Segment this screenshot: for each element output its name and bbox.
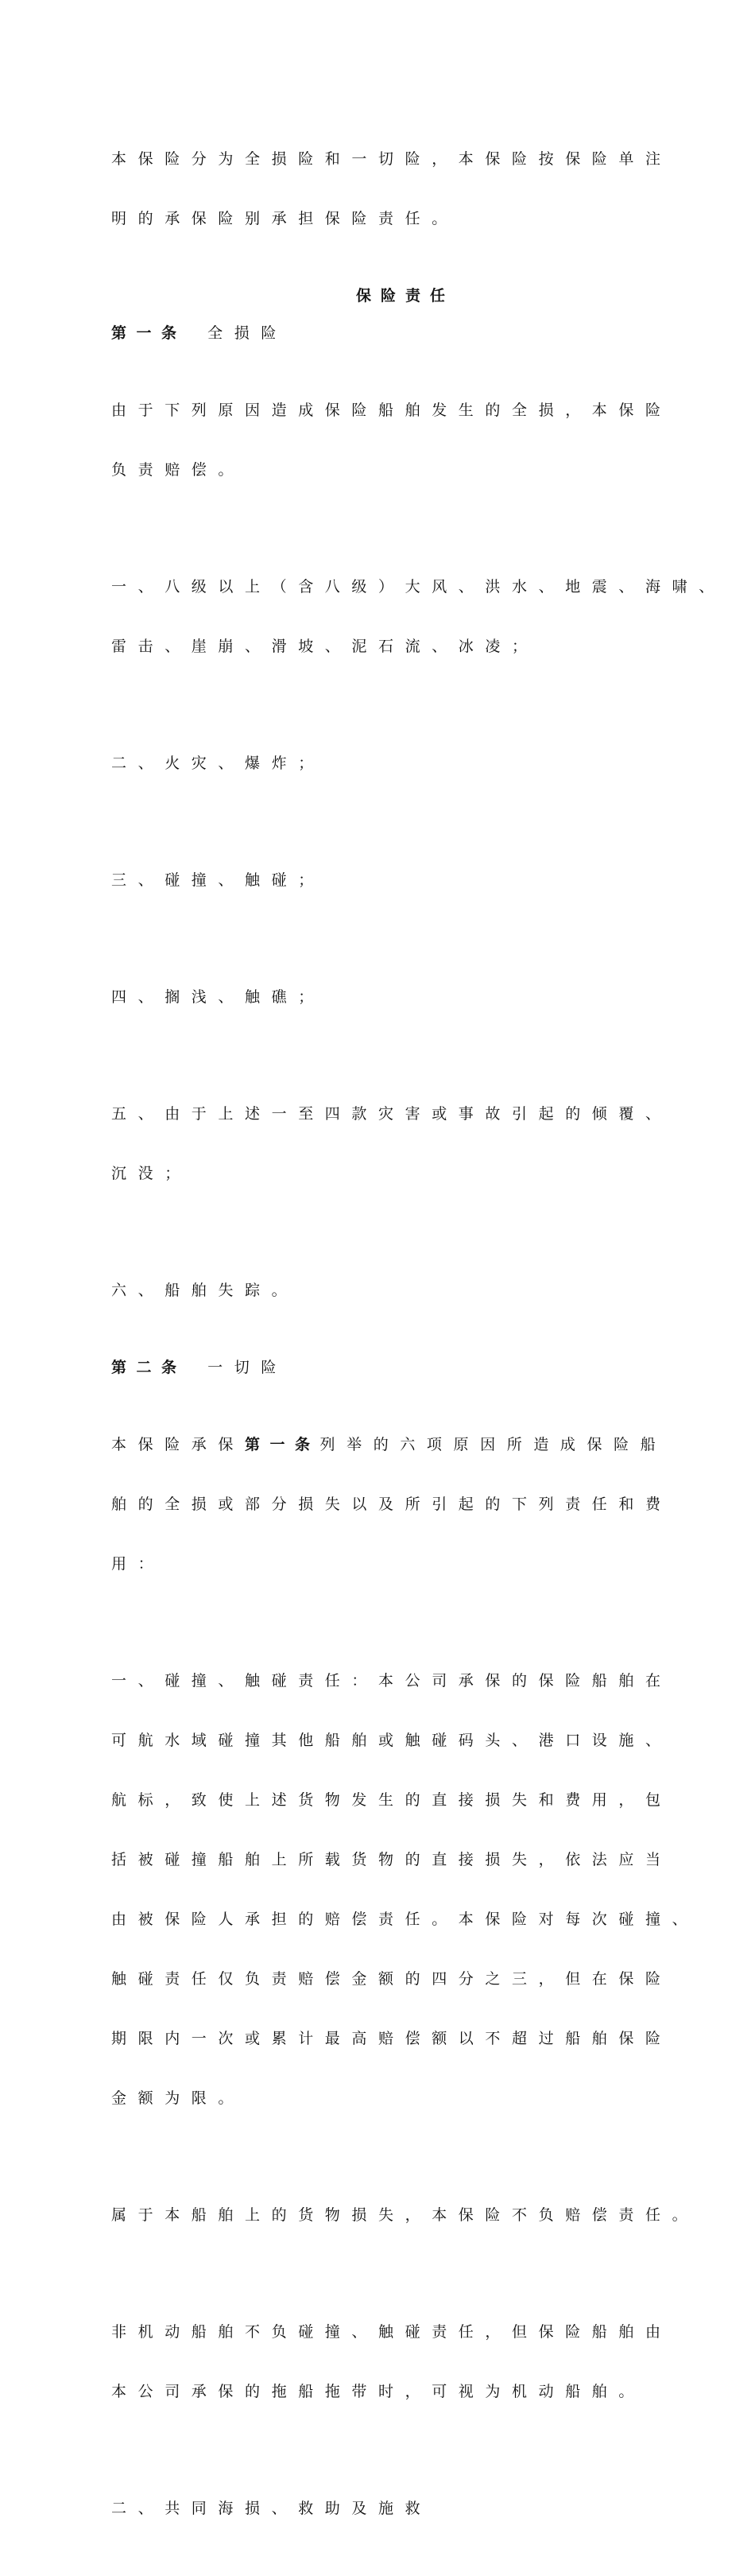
section-title: 保险责任 [355,287,455,305]
article-1-item-3 [111,831,683,930]
intro-line-1: 本保险分为全损险和一切险，本保险按保险单注 [111,150,672,168]
article-1-item-2-line-1: 二、火灾、爆炸； [111,755,325,772]
article-1-item-5-line-1: 五、由于上述一至四款灾害或事故引起的倾覆、 [111,1105,672,1123]
article-1-item-6 [111,1241,683,1340]
collision-line-1: 一、碰撞、触碰责任：本公司承保的保险船舶在 [111,1672,672,1690]
article-1-item-1 [111,537,726,696]
article-1-number: 第一条 [111,324,187,342]
article-1-intro [111,361,683,520]
article-2-intro-line-2: 舶的全损或部分损失以及所引起的下列责任和费 [111,1496,672,1513]
article-2-intro-line-1 [111,1435,683,1455]
article-2-intro-ref: 第一条 [245,1436,320,1453]
article-1-item-2 [111,714,683,813]
article-2-number: 第二条 [111,1359,187,1376]
article-2-item-2 [111,2459,683,2559]
article-1-item-5 [111,1065,683,1224]
article-2-cargo-paragraph [111,2166,699,2265]
collision-line-6: 触碰责任仅负责赔偿金额的四分之三，但在保险 [111,1970,672,1988]
article-2-title: 一切险 [207,1359,288,1376]
article-1-item-5-line-2: 沉没； [111,1165,192,1182]
article-1-item-6-line-1: 六、船舶失踪。 [111,1282,299,1299]
article-2-collision-paragraph [111,1631,699,2148]
article-2-heading [111,1358,683,1378]
article-1-item-4-line-1: 四、搁浅、触礁； [111,988,325,1006]
collision-line-5: 由被保险人承担的赔偿责任。本保险对每次碰撞、 [111,1911,699,1928]
article-1-intro-line-1: 由于下列原因造成保险船舶发生的全损，本保险 [111,402,672,419]
collision-line-2: 可航水域碰撞其他船舶或触碰码头、港口设施、 [111,1732,672,1749]
intro-paragraph [111,110,683,269]
article-1-item-3-line-1: 三、碰撞、触碰； [111,871,325,889]
intro-line-2: 明的承保险别承担保险责任。 [111,210,459,227]
nonpowered-line-2: 本公司承保的拖船拖带时，可视为机动船舶。 [111,2383,646,2400]
article-2-intro [111,1395,683,1614]
article-1-item-1-line-1: 一、八级以上（含八级）大风、洪水、地震、海啸、 [111,578,726,596]
collision-line-8: 金额为限。 [111,2089,246,2107]
article-2-intro-line-3: 用： [111,1555,165,1573]
article-1-item-4 [111,948,683,1047]
article-2-intro-pre: 本保险承保 [111,1436,246,1453]
article-1-intro-line-2: 负责赔偿。 [111,461,246,479]
collision-line-4: 括被碰撞船舶上所载货物的直接损失，依法应当 [111,1851,672,1868]
article-2-item-2-line: 二、共同海损、救助及施救 [111,2500,432,2517]
article-1-heading [111,324,683,343]
collision-line-3: 航标，致使上述货物发生的直接损失和费用，包 [111,1791,672,1809]
article-1-title: 全损险 [207,324,288,342]
article-1-item-1-line-2: 雷击、崖崩、滑坡、泥石流、冰凌； [111,638,539,655]
article-2-intro-post: 列举的六项原因所造成保险船 [319,1436,668,1453]
collision-line-7: 期限内一次或累计最高赔偿额以不超过船舶保险 [111,2030,672,2047]
article-2-nonpowered-paragraph [111,2283,683,2442]
nonpowered-line-1: 非机动船舶不负碰撞、触碰责任，但保险船舶由 [111,2323,672,2341]
document-page [111,110,726,2576]
cargo-line: 属于本船舶上的货物损失，本保险不负赔偿责任。 [111,2206,699,2224]
